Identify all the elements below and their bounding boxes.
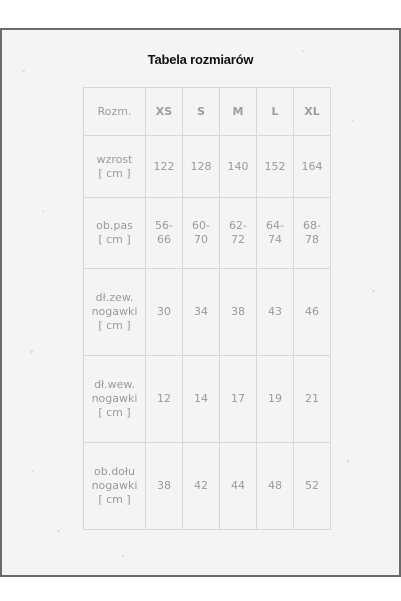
cell-line: 56- (155, 219, 173, 232)
header-cell: XL (294, 88, 331, 136)
row-label-line: wzrost (96, 152, 133, 166)
table-cell: 14 (183, 356, 220, 443)
cell-line: 62- (229, 219, 247, 232)
cell-line: 64- (266, 219, 284, 232)
table-cell (257, 198, 294, 269)
row-label (84, 198, 146, 269)
table-row (84, 269, 331, 356)
table-cell: 17 (220, 356, 257, 443)
size-table (83, 87, 331, 530)
table-cell: 152 (257, 136, 294, 198)
table-cell: 38 (220, 269, 257, 356)
row-label-line: nogawki (91, 305, 138, 318)
cell-line: 72 (231, 233, 245, 246)
row-label-line: [ cm ] (98, 406, 131, 419)
table-cell: 128 (183, 136, 220, 198)
row-label-line: ob.pas (96, 219, 133, 232)
row-label-line: dł.zew. (95, 291, 134, 304)
table-cell (183, 198, 220, 269)
table-cell: 38 (146, 443, 183, 530)
header-cell: L (257, 88, 294, 136)
header-cell: M (220, 88, 257, 136)
table-cell: 21 (294, 356, 331, 443)
table-row (84, 443, 331, 530)
row-label-line: dł.wew. (94, 378, 135, 391)
header-cell: Rozm. (84, 88, 146, 136)
cell-line: 66 (157, 233, 171, 246)
table-row (84, 198, 331, 269)
table-cell: 42 (183, 443, 220, 530)
cell-line: 74 (268, 233, 282, 246)
row-label (84, 136, 146, 198)
table-cell: 30 (146, 269, 183, 356)
table-cell: 164 (294, 136, 331, 198)
header-cell: XS (146, 88, 183, 136)
table-cell: 12 (146, 356, 183, 443)
row-label (84, 443, 146, 530)
table-row (84, 356, 331, 443)
row-label-line: nogawki (91, 392, 138, 405)
row-label-line: [ cm ] (98, 166, 131, 180)
table-cell: 52 (294, 443, 331, 530)
table-cell: 43 (257, 269, 294, 356)
size-chart-card (0, 28, 401, 577)
row-label-line: [ cm ] (98, 319, 131, 332)
cell-line: 78 (305, 233, 319, 246)
table-cell (146, 198, 183, 269)
table-cell: 19 (257, 356, 294, 443)
table-cell: 44 (220, 443, 257, 530)
row-label (84, 356, 146, 443)
cell-line: 68- (303, 219, 321, 232)
row-label-line: [ cm ] (98, 233, 131, 246)
header-cell: S (183, 88, 220, 136)
cell-line: 60- (192, 219, 210, 232)
row-label-line: nogawki (91, 479, 138, 492)
table-header-row (84, 88, 331, 136)
table-cell: 48 (257, 443, 294, 530)
page-title: Tabela rozmiarów (147, 52, 254, 67)
row-label (84, 269, 146, 356)
table-cell: 140 (220, 136, 257, 198)
table-row (84, 136, 331, 198)
row-label-line: ob.dołu (93, 465, 136, 478)
table-cell: 46 (294, 269, 331, 356)
row-label-line: [ cm ] (98, 493, 131, 506)
table-cell: 34 (183, 269, 220, 356)
table-cell (220, 198, 257, 269)
table-cell (294, 198, 331, 269)
table-cell: 122 (146, 136, 183, 198)
cell-line: 70 (194, 233, 208, 246)
